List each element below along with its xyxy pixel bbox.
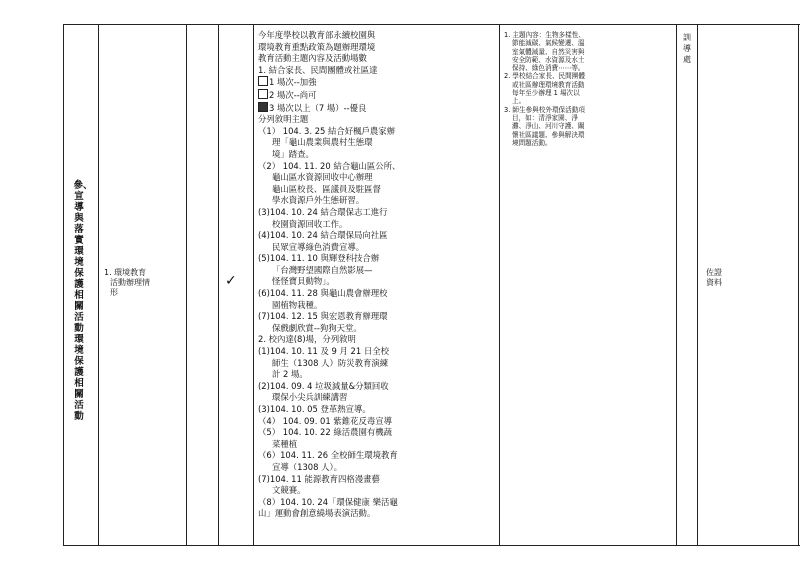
main-line-text: 1 場次--加強 [269, 77, 317, 88]
main-line [258, 149, 494, 161]
main-line-text: 學水資源戶外生態研習。 [272, 195, 365, 206]
item-label-line-1: 1. 環境教育 [104, 268, 147, 277]
main-line [258, 53, 494, 65]
col-divider-1 [98, 24, 99, 545]
main-line [258, 334, 494, 346]
item-label-line-3: 形 [110, 288, 118, 297]
note-line: 節能減碳、氣候變遷、溫 [512, 39, 585, 48]
col-divider-6 [676, 24, 677, 545]
main-line-text: 文競賽。 [272, 485, 306, 496]
main-line-text: (6)104. 11. 28 與龜山農會辦理校 [258, 288, 388, 299]
main-line [258, 230, 494, 242]
main-line [258, 508, 494, 520]
table-right-border [798, 24, 799, 545]
main-line [258, 358, 494, 370]
main-line [258, 346, 494, 358]
unit-char-1: 訓 [683, 33, 691, 42]
main-line [258, 404, 494, 416]
main-line [258, 114, 494, 126]
main-line-text: 宣導（1308 人）。 [272, 461, 343, 472]
main-line-text: 理「龜山農業與農村生態環 [272, 137, 373, 148]
main-line [258, 137, 494, 149]
note-line: 保持、綠色消費⋯⋯等。 [512, 64, 585, 73]
main-line [258, 416, 494, 428]
main-line [258, 288, 494, 300]
main-line-text: (1)104. 10. 11 及 9 月 21 日全校 [258, 346, 389, 357]
main-line-text: 菜種植 [272, 438, 298, 449]
main-line [258, 462, 494, 474]
main-line-text: 山」運動會創意繞場表演活動。 [258, 508, 376, 519]
main-line-text: （2） 104. 11. 20 結合龜山區公所、 [258, 160, 401, 171]
main-line [258, 485, 494, 497]
main-line-text: 境」踏查。 [272, 148, 314, 159]
evaluation-notes [504, 31, 672, 147]
main-line [258, 427, 494, 439]
col-divider-5 [499, 24, 500, 545]
note-line: 每年至少辦理 1 場次以 [512, 89, 580, 98]
main-line [258, 369, 494, 381]
main-line [258, 184, 494, 196]
main-line [258, 172, 494, 184]
note-line: 室氣體減量、自然災害與 [512, 47, 585, 56]
section-title-text: 參、宣導與落實環境保護相關活動環境保護相關活動 [73, 180, 93, 422]
main-line [258, 161, 494, 173]
main-line [258, 102, 494, 115]
evidence-line-1: 佐證 [706, 268, 722, 277]
main-line-text: 3 場次以上（7 場）--優良 [269, 102, 367, 113]
note-line: 3. 師生參與校外環保活動項 [504, 105, 585, 114]
main-line [258, 219, 494, 231]
note-line: 灘、淨山、河川守護、關 [512, 122, 585, 131]
main-line-text: 龜山區水資源回收中心辦理 [272, 172, 373, 183]
item-label [104, 268, 184, 298]
main-line [258, 265, 494, 277]
main-line [258, 76, 494, 89]
main-line-text: 今年度學校以教育部永續校園與 [258, 30, 376, 40]
item-label-line-2: 活動辦理情 [110, 278, 150, 287]
unit-char-2: 導 [683, 44, 691, 53]
col-divider-3 [218, 24, 219, 545]
main-line [258, 126, 494, 138]
main-line-text: 「台灣野望國際自然影展— [272, 264, 373, 275]
check-mark: ✓ [225, 273, 237, 289]
empty-box-icon [258, 76, 268, 86]
main-line-text: 2. 校內達(8)場，分列敘明 [258, 334, 356, 345]
col-divider-2 [186, 24, 187, 545]
main-line-text: (3)104. 10. 05 登革熱宣導。 [258, 404, 371, 414]
note-line: 懷社區議題、參與解決環 [512, 130, 585, 139]
main-line-text: (2)104. 09. 4 垃圾減量&分類回收 [258, 380, 389, 391]
main-line [258, 89, 494, 102]
main-line-text: (5)104. 11. 10 與輝登科技合辦 [258, 253, 380, 264]
main-line-text: （4） 104. 09. 01 紫錐花反毒宣導 [258, 415, 392, 426]
evidence-line-2: 資料 [706, 278, 722, 287]
main-line [258, 497, 494, 509]
checked-box-icon [258, 102, 268, 112]
main-line [258, 300, 494, 312]
main-line-text: 教育活動主題內容及活動場數 [258, 53, 367, 64]
note-line: 1. 主題內容：生物多樣性、 [504, 31, 585, 39]
main-line-text: 園植物栽種。 [272, 299, 323, 310]
main-line-text: 民眾宣導綠色消費宣導。 [272, 241, 365, 252]
main-line-text: 分列敘明主題 [258, 114, 309, 125]
main-line [258, 276, 494, 288]
main-line-text: 龜山區校長、區議員及駐區督 [272, 183, 381, 194]
main-line [258, 207, 494, 219]
main-line-text: （8）104. 10. 24「環保健康 樂活龜 [258, 496, 398, 507]
main-line [258, 195, 494, 207]
main-line-text: 2 場次--尚可 [269, 89, 317, 100]
main-line [258, 242, 494, 254]
empty-box-icon [258, 89, 268, 99]
main-line-text: 怪怪寶貝動物」。 [272, 276, 335, 287]
section-title [72, 180, 93, 422]
main-line-text: （6）104. 11. 26 全校師生環境教育 [258, 450, 398, 461]
main-line-text: 環境教育重點政策為題辦理環境 [258, 41, 376, 52]
main-line-text: (4)104. 10. 24 結合環保局向社區 [258, 230, 388, 241]
main-line [258, 474, 494, 486]
main-line [258, 253, 494, 265]
main-line-text: (3)104. 10. 24 結合環保志工進行 [258, 206, 388, 217]
note-line: 上。 [512, 97, 526, 106]
note-line: 2. 學校結合家長、民間團體 [504, 72, 585, 81]
evidence-materials [706, 268, 736, 288]
main-line-text: (7)104. 12. 15 與宏恩教育辦理環 [258, 311, 388, 322]
main-line-text: 師生（1308 人）防災教育演練 [272, 357, 389, 368]
main-line-text: (7)104. 11 能源教育四格漫畫藝 [258, 473, 380, 484]
table-bottom-border [63, 545, 800, 546]
main-line-text: （5） 104. 10. 22 綠活農園有機蔬 [258, 427, 392, 438]
main-line-text: 環保小尖兵訓練講習 [272, 392, 348, 403]
main-line [258, 381, 494, 393]
unit-char-3: 處 [683, 55, 691, 64]
main-line [258, 311, 494, 323]
note-line: 安全防範、水資源及水土 [512, 55, 585, 64]
responsible-unit [681, 32, 693, 65]
note-line: 目，如：清淨家園、淨 [512, 113, 578, 122]
main-line-text: 保戲劇欣賞--狗狗天堂。 [272, 322, 362, 333]
main-content [258, 30, 494, 520]
col-divider-4 [253, 24, 254, 545]
main-line [258, 323, 494, 335]
table-left-border [63, 24, 64, 545]
main-line [258, 450, 494, 462]
main-line-text: 校園資源回收工作。 [272, 218, 348, 229]
main-line [258, 30, 494, 42]
main-line [258, 392, 494, 404]
main-line [258, 439, 494, 451]
col-divider-7 [697, 24, 698, 545]
note-line: 或社區辦理環境教育活動 [512, 80, 585, 89]
note-line: 境問題活動。 [512, 138, 552, 147]
main-line [258, 42, 494, 54]
main-line-text: （1） 104. 3. 25 結合好楓戶農家辦 [258, 125, 396, 136]
main-line-text: 1. 結合家長、民間團體或社區達 [258, 64, 378, 75]
main-line-text: 計 2 場。 [272, 369, 308, 380]
main-line [258, 65, 494, 77]
table-top-border [63, 24, 800, 25]
